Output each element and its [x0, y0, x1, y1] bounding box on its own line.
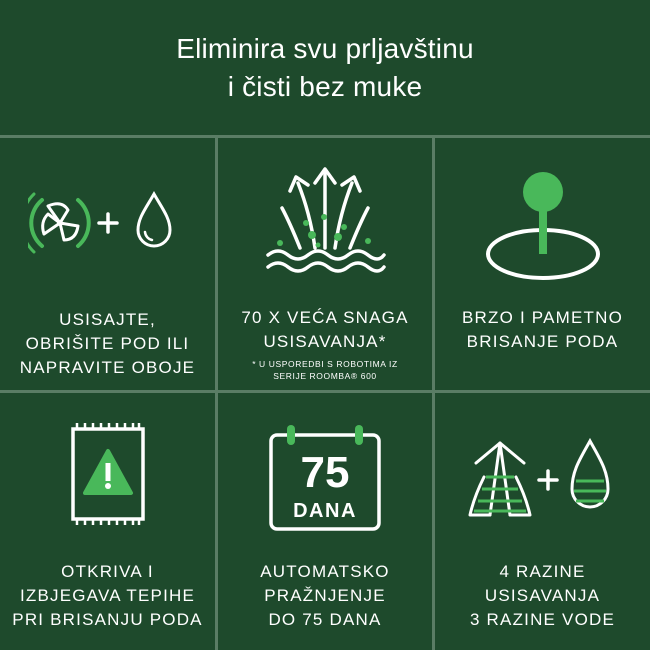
- feature-carpet-detection: [0, 393, 215, 650]
- feature-levels: [435, 393, 650, 650]
- feature-label: [0, 560, 215, 632]
- feature-label-line: 4 RAZINE: [499, 562, 586, 581]
- feature-label: [218, 560, 432, 632]
- feature-label-line: 3 RAZINE VODE: [469, 610, 616, 629]
- suction-arrows-icon: [218, 163, 432, 278]
- calendar-word: DANA: [293, 500, 357, 522]
- fan-plus-drop-icon: [0, 188, 215, 263]
- feature-label: [218, 306, 432, 354]
- feature-label: [0, 308, 215, 380]
- location-pin-icon: [435, 166, 650, 286]
- footnote-line: * U USPOREDBI S ROBOTIMA IZ: [252, 359, 398, 369]
- feature-suction-power: [218, 138, 432, 390]
- feature-label-line: 70 X VEĆA SNAGA: [241, 308, 409, 327]
- headline: [0, 0, 650, 135]
- feature-label-line: USISAJTE,: [59, 310, 156, 329]
- feature-label: [435, 306, 650, 354]
- feature-label: [435, 560, 650, 632]
- feature-label-line: PRI BRISANJU PODA: [12, 610, 203, 629]
- feature-label-line: NAPRAVITE OBOJE: [19, 358, 196, 377]
- feature-label-line: IZBJEGAVA TEPIHE: [19, 586, 196, 605]
- feature-label-line: OBRIŠITE POD ILI: [25, 334, 190, 353]
- feature-label-line: USISAVANJA*: [263, 332, 387, 351]
- headline-line-1: Eliminira svu prljavštinu: [176, 32, 474, 64]
- levels-plus-drop-icon: [435, 437, 650, 522]
- calendar-icon: [218, 423, 432, 533]
- feature-label-line: PRAŽNJENJE: [264, 586, 386, 605]
- feature-vacuum-mop: [0, 138, 215, 390]
- calendar-number: 75: [300, 448, 350, 497]
- footnote: [218, 358, 432, 382]
- carpet-warning-icon: [0, 421, 215, 531]
- feature-label-line: BRISANJE PODA: [466, 332, 619, 351]
- footnote-line: SERIJE ROOMBA® 600: [273, 371, 377, 381]
- feature-label-line: OTKRIVA I: [61, 562, 154, 581]
- feature-label-line: USISAVANJA: [484, 586, 601, 605]
- feature-smart-mopping: [435, 138, 650, 390]
- feature-label-line: BRZO I PAMETNO: [462, 308, 623, 327]
- feature-label-line: DO 75 DANA: [268, 610, 382, 629]
- feature-label-line: AUTOMATSKO: [260, 562, 390, 581]
- headline-line-2: i čisti bez muke: [227, 70, 423, 102]
- feature-auto-empty: [218, 393, 432, 650]
